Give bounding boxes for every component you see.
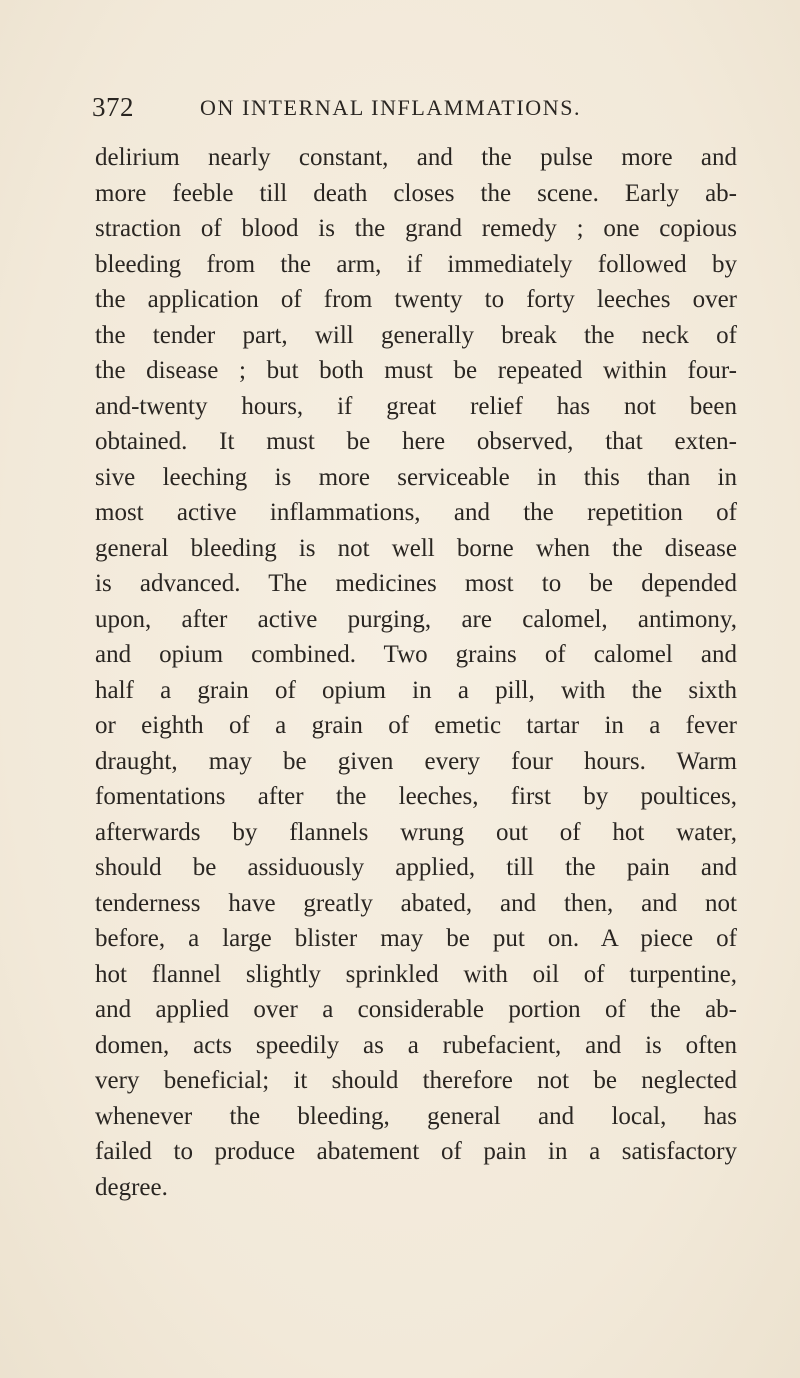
text-line: whenever the bleeding, general and local, has (95, 1102, 737, 1130)
running-title: ON INTERNAL INFLAMMATIONS. (200, 95, 582, 120)
text-line-last: degree. (95, 1173, 168, 1201)
text-line: draught, may be given every four hours. Warm (95, 747, 737, 775)
text-line: failed to produce abatement of pain in a satisfactory (95, 1138, 737, 1165)
text-line: should be assiduously applied, till the pain and (95, 854, 737, 881)
text-line: and-twenty hours, if great relief has not been (95, 392, 737, 420)
running-head (92, 92, 732, 128)
text-line: fomentations after the leeches, first by poultices, (95, 783, 737, 810)
text-line: general bleeding is not well borne when the disease (95, 534, 737, 562)
text-line: the application of from twenty to forty leeches over (95, 286, 737, 313)
text-line: the tender part, will generally break the neck of (95, 321, 737, 349)
text-line: or eighth of a grain of emetic tartar in a fever (95, 712, 737, 739)
text-line: hot flannel slightly sprinkled with oil of turpentine, (95, 960, 737, 988)
text-line: delirium nearly constant, and the pulse more and (95, 144, 737, 171)
page-number: 372 (92, 92, 134, 122)
text-line: straction of blood is the grand remedy ; one copious (95, 215, 737, 242)
text-line: obtained. It must be here observed, that exten- (95, 428, 737, 455)
text-line: sive leeching is more serviceable in this than in (95, 463, 737, 491)
text-line: upon, after active purging, are calomel, antimony, (95, 605, 737, 633)
text-line: bleeding from the arm, if immediately followed by (95, 250, 737, 278)
text-line: most active inflammations, and the repetition of (95, 499, 737, 526)
text-line: more feeble till death closes the scene. Early ab- (95, 179, 737, 207)
text-line: and applied over a considerable portion of the ab- (95, 996, 737, 1023)
text-line: and opium combined. Two grains of calomel and (95, 641, 737, 668)
text-line: is advanced. The medicines most to be depended (95, 570, 737, 597)
text-line: tenderness have greatly abated, and then, and not (95, 889, 737, 917)
text-line: before, a large blister may be put on. A piece of (95, 925, 737, 952)
body-paragraph (95, 140, 737, 1205)
text-line: the disease ; but both must be repeated within four- (95, 357, 737, 384)
text-line: very beneficial; it should therefore not be neglected (95, 1067, 737, 1094)
text-line: domen, acts speedily as a rubefacient, and is often (95, 1031, 737, 1059)
text-line: half a grain of opium in a pill, with the sixth (95, 676, 737, 704)
text-line: afterwards by flannels wrung out of hot water, (95, 818, 737, 846)
